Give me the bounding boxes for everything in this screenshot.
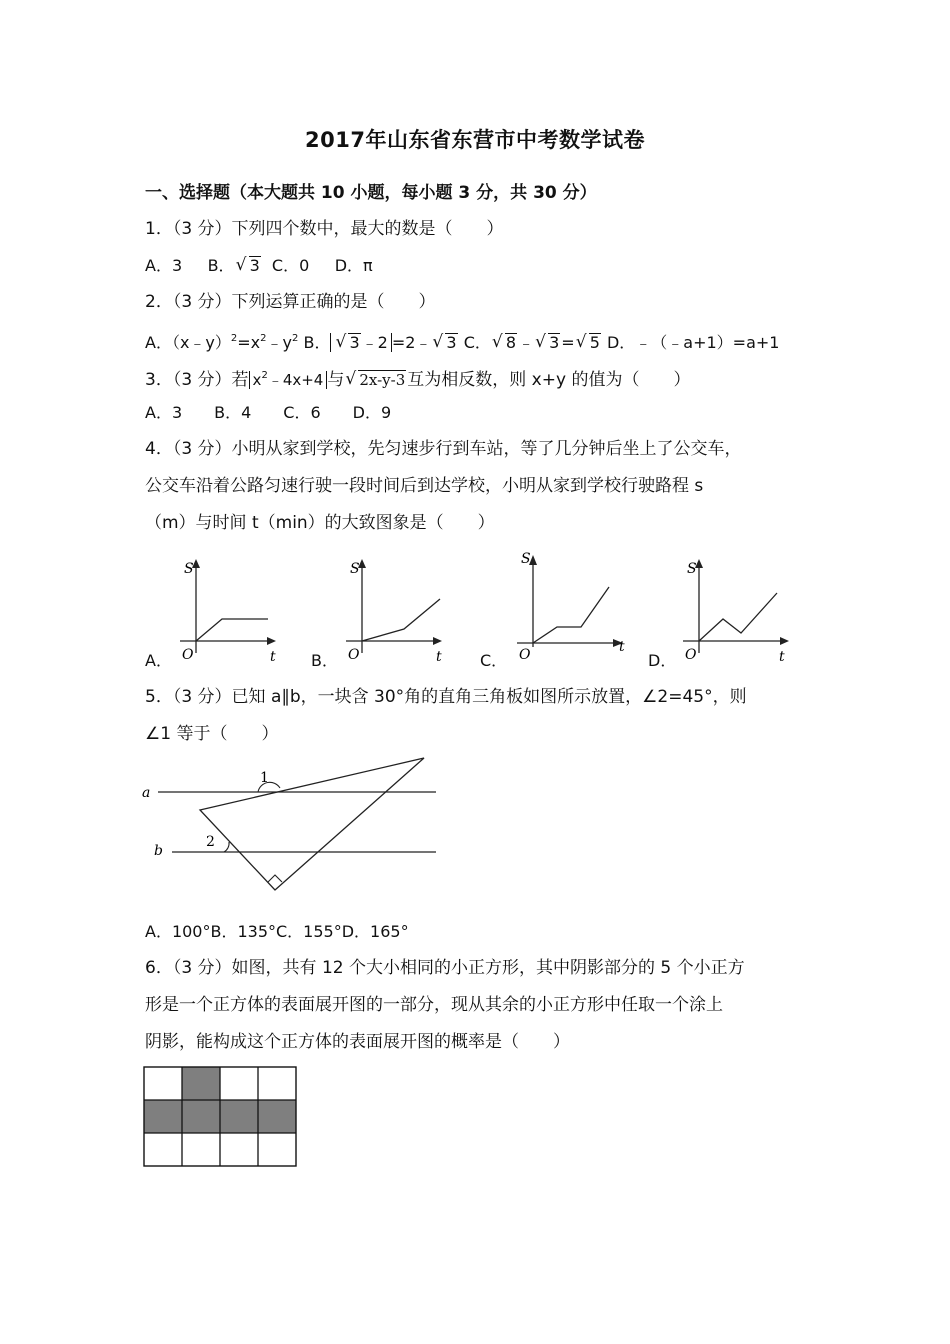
svg-text:S: S <box>350 561 360 577</box>
q4-line3: （m）与时间 t（min）的大致图象是（ ） <box>145 513 495 533</box>
q2-option-c: C．√ 8 ﹣√ 3 =√ 5 <box>464 333 602 352</box>
q1-options <box>145 254 373 278</box>
q1-option-b: B． <box>207 256 235 275</box>
page-title: 2017年山东省东营市中考数学试卷 <box>305 128 645 152</box>
q1-option-c: C．0 <box>271 256 310 275</box>
q4-option-c-label: C． <box>480 651 508 670</box>
q4-option-b-label: B． <box>311 651 338 670</box>
svg-text:t: t <box>270 649 276 665</box>
graph-b <box>336 553 446 665</box>
graph-a <box>170 553 280 665</box>
q2-options <box>145 327 779 355</box>
q5-options: A．100°B．135°C．155°D．165° <box>145 922 409 941</box>
q5-line1: 5．（3 分）已知 a∥b，一块含 30°角的直角三角板如图所示放置，∠2=45°，则 <box>145 687 747 707</box>
q2-option-b: B．√ 3 ﹣2 =2﹣√ 3 <box>303 333 458 352</box>
q6-line1: 6．（3 分）如图，共有 12 个大小相同的小正方形，其中阴影部分的 5 个小正方 <box>145 958 745 978</box>
section-heading: 一、选择题（本大题共 10 小题，每小题 3 分，共 30 分） <box>145 183 597 203</box>
q3-stem: 3．（3 分）若 $x^2﹣4x+4$ 与√ 2x-y-3 互为相反数，则 x+y 的值为（ ） <box>145 364 690 392</box>
sqrt-symbol: √ 3 <box>236 254 261 278</box>
svg-text:t: t <box>619 639 625 655</box>
q4-option-a-label: A． <box>145 651 172 670</box>
svg-text:S: S <box>687 561 697 577</box>
q5-triangle-figure <box>138 754 443 896</box>
svg-text:2: 2 <box>206 834 215 850</box>
q4-option-d-label: D． <box>648 651 677 670</box>
q4-line2: 公交车沿着公路匀速行驶一段时间后到达学校，小明从家到学校行驶路程 s <box>145 476 704 496</box>
q1-option-d: D．π <box>334 256 373 275</box>
svg-text:S: S <box>184 561 194 577</box>
q2-stem: 2．（3 分）下列运算正确的是（ ） <box>145 292 436 312</box>
q5-line2: ∠1 等于（ ） <box>145 724 279 744</box>
svg-text:b: b <box>154 843 163 859</box>
svg-text:t: t <box>779 649 785 665</box>
graph-d <box>673 553 798 665</box>
q1-stem: 1．（3 分）下列四个数中，最大的数是（ ） <box>145 219 504 239</box>
svg-text:t: t <box>436 649 442 665</box>
q2-option-a: A．$(x﹣y)^2=x^2﹣y^2$ <box>145 333 299 352</box>
shaded-square <box>258 1100 296 1133</box>
svg-text:a: a <box>142 785 151 801</box>
graph-c <box>505 547 630 659</box>
q6-line2: 形是一个正方体的表面展开图的一部分，现从其余的小正方形中任取一个涂上 <box>145 995 723 1015</box>
svg-text:O: O <box>519 647 531 659</box>
shaded-square <box>182 1100 220 1133</box>
q3-options: A．3 B．4 C．6 D．9 <box>145 403 392 422</box>
q2-option-d: D．﹣（﹣a+1）=a+1 <box>606 333 780 352</box>
q1-option-a: A．3 <box>145 256 183 275</box>
svg-text:O: O <box>182 647 194 663</box>
q6-line3: 阴影，能构成这个正方体的表面展开图的概率是（ ） <box>145 1032 570 1052</box>
svg-text:O: O <box>348 647 360 663</box>
shaded-square <box>144 1100 182 1133</box>
shaded-square <box>220 1100 258 1133</box>
shaded-square <box>182 1067 220 1100</box>
svg-text:O: O <box>685 647 697 663</box>
q6-square-grid <box>143 1066 299 1168</box>
svg-text:S: S <box>521 551 531 567</box>
svg-text:1: 1 <box>260 770 269 786</box>
q4-line1: 4．（3 分）小明从家到学校，先匀速步行到车站，等了几分钟后坐上了公交车， <box>145 439 742 459</box>
